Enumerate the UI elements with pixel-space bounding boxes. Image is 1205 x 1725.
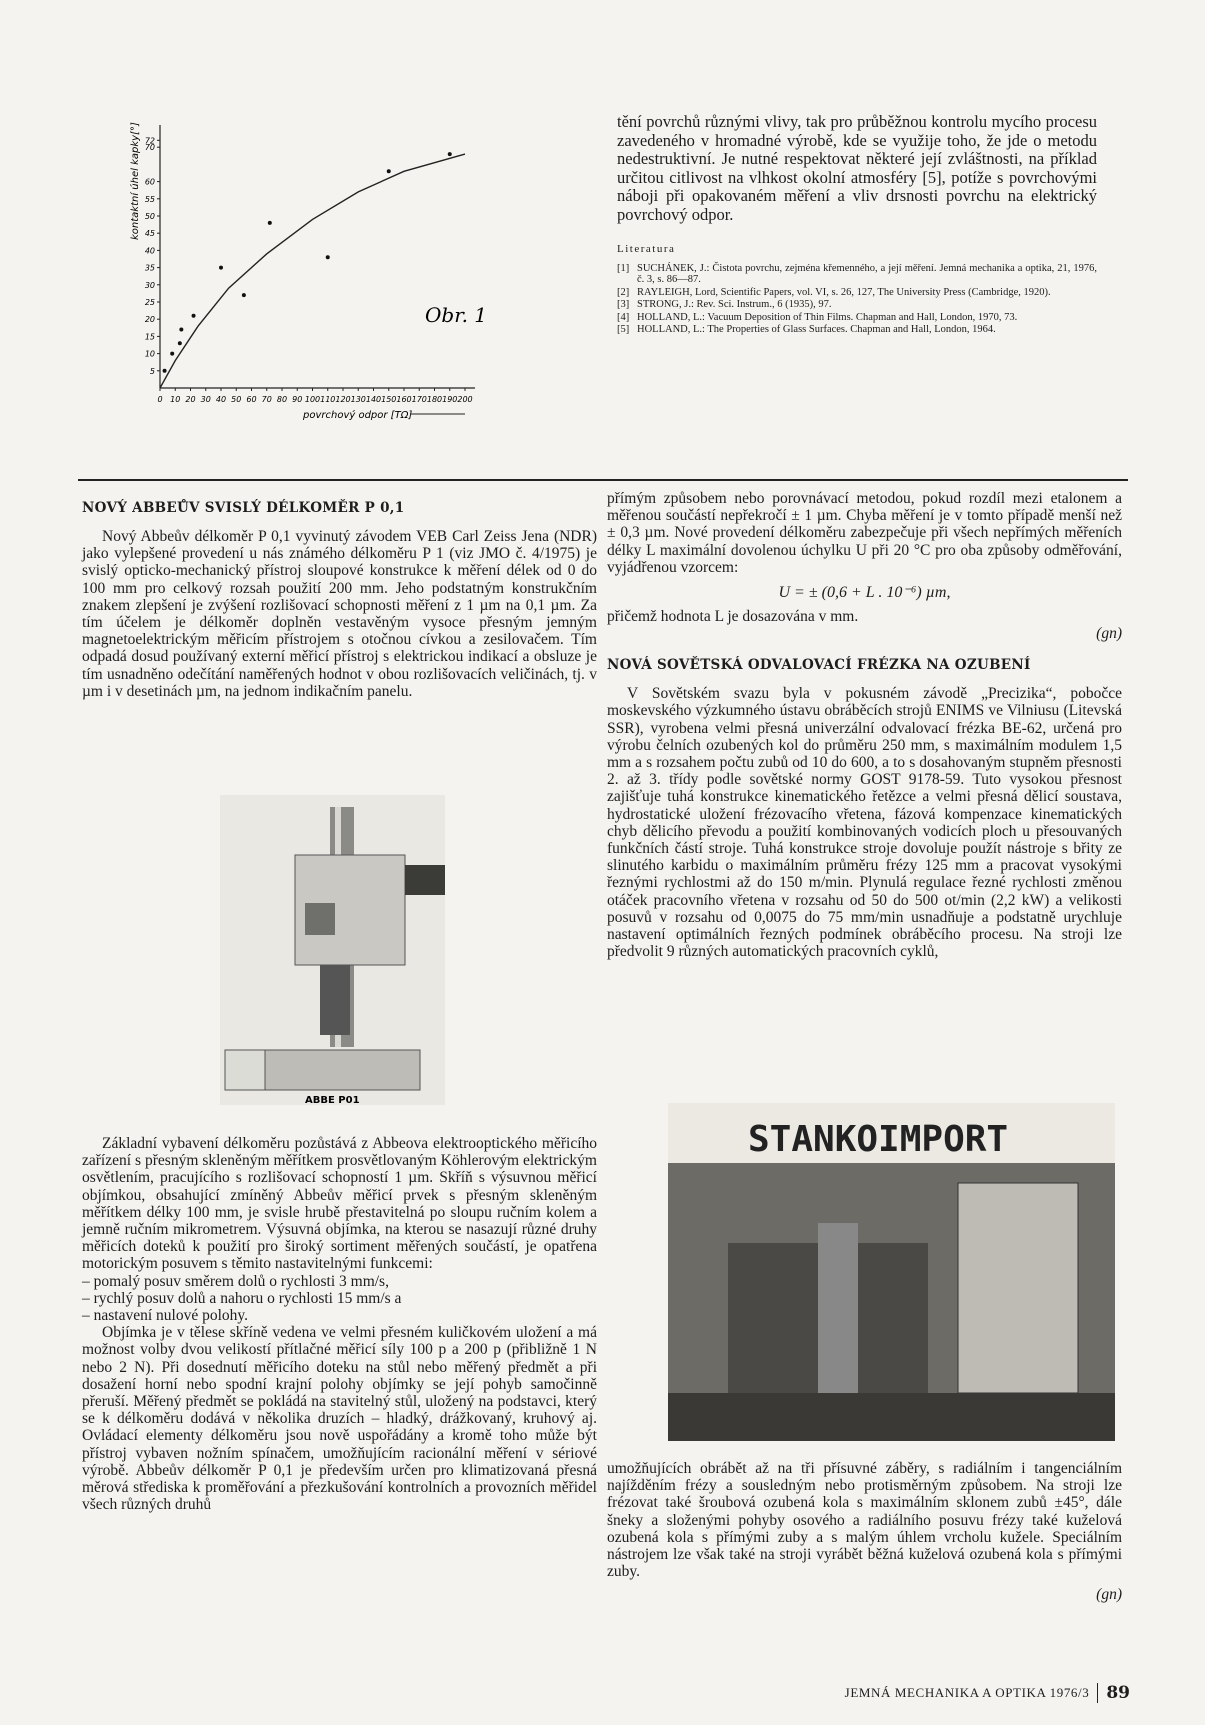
data-point — [179, 328, 183, 332]
reference-item — [617, 263, 1097, 286]
footer-divider — [1097, 1683, 1098, 1703]
x-tick-label: 140 — [365, 395, 382, 404]
chart-points — [163, 152, 452, 373]
references-list — [617, 263, 1097, 336]
y-tick-label: 55 — [144, 194, 155, 204]
data-point — [170, 352, 174, 356]
data-point — [192, 314, 196, 318]
x-tick-label: 160 — [396, 395, 412, 404]
reference-number: [3] — [617, 299, 630, 311]
signature-gn-1: (gn) — [1096, 625, 1122, 643]
stankoimport-label: STANKOIMPORT — [748, 1119, 1009, 1160]
function-list-item: – rychlý posuv dolů a nahoru o rychlosti 15 mm/s a — [82, 1289, 402, 1307]
x-tick-label: 0 — [157, 395, 163, 404]
chart-ticks — [145, 136, 473, 404]
reference-text: HOLLAND, L.: Vacuum Deposition of Thin Films. Chapman and Hall, London, 1970, 73. — [637, 311, 1018, 323]
data-point — [448, 152, 452, 156]
data-point — [387, 169, 391, 173]
y-tick-label: 10 — [144, 349, 155, 359]
reference-number: [5] — [617, 324, 630, 336]
article1-title: NOVÝ ABBEŮV SVISLÝ DÉLKOMĚR P 0,1 — [82, 500, 405, 516]
reference-number: [1] — [617, 262, 630, 274]
y-tick-label: 40 — [144, 246, 155, 256]
reference-text: HOLLAND, L.: The Properties of Glass Surfaces. Chapman and Hall, London, 1964. — [637, 324, 996, 336]
x-tick-label: 190 — [442, 395, 458, 404]
x-tick-label: 50 — [231, 395, 242, 404]
y-tick-label: 25 — [144, 298, 155, 307]
reference-item — [617, 312, 1097, 324]
chart-curve — [160, 154, 465, 388]
right-paragraph-1: přímým způsobem nebo porovnávací metodou, pokud rozdíl mezi etalonem a měřenou součástí nepřekročí ± 1 µm. Chyba měření je v tomto případě menší než ± 0,3 µm. Nové provedení délkoměru zabezpečuje při všech nepřímých měřeních délky L maximální dovolenou úchylku U při 20 °C pro oba způsoby odměřování, vyjádřenou vzorcem: — [607, 490, 1122, 576]
abbe-photo-label: ABBE P01 — [305, 1095, 360, 1105]
abbe-instrument-illustration — [220, 795, 445, 1105]
figure-caption: Obr. 1 — [425, 303, 488, 327]
journal-name: JEMNÁ MECHANIKA A OPTIKA 1976/3 — [844, 1685, 1090, 1700]
reference-item — [617, 324, 1097, 336]
y-tick-label: 70 — [144, 143, 155, 153]
x-tick-label: 20 — [185, 395, 196, 404]
top-divider — [78, 479, 1128, 481]
reference-item — [617, 299, 1097, 311]
reference-text: RAYLEIGH, Lord, Scientific Papers, vol. VI, s. 26, 127, The University Press (Cambridge, 1920). — [637, 286, 1051, 298]
data-point — [163, 369, 167, 373]
y-tick-label: 30 — [144, 280, 155, 290]
reference-number: [2] — [617, 286, 630, 298]
article2-title: NOVÁ SOVĚTSKÁ ODVALOVACÍ FRÉZKA NA OZUBENÍ — [607, 657, 1031, 674]
fit-curve — [160, 154, 465, 388]
right-column — [607, 490, 1122, 960]
chart-ylabel: kontaktní úhel kapky[°] — [130, 122, 141, 240]
article1-paragraph-2: Základní vybavení délkoměru pozůstává z Abbeova elektrooptického měřicího zařízení s přesným skleněným měřítkem prosvětlovaným Köhlerovým elektrickým osvětlením, pracujícího s rozlišovací schopností 1 µm. Skříň s výsuvnou měřicí objímkou, obsahující zmíněný Abbeův měřicí prvek s přesným skleněným měřítkem délky 100 mm, je svisle hrubě přestavitelná po sloupu ručním kolem a jemně ručním mikrometrem. Výsuvná objímka, na kterou se nasazují různé druhy měřicích doteků k použití pro široký sortiment měřených součástí, je opatřena motorickým posuvem s těmito nastavitelnými funkcemi: — [82, 1135, 597, 1273]
left-column — [82, 500, 597, 700]
y-tick-label: 20 — [144, 315, 155, 325]
reference-item — [617, 287, 1097, 299]
data-point — [178, 341, 182, 345]
y-tick-label: 60 — [144, 177, 155, 187]
y-tick-label: 72 — [144, 136, 155, 146]
stankoimport-photo — [668, 1103, 1115, 1441]
data-point — [268, 221, 272, 225]
y-tick-label: 5 — [149, 366, 155, 376]
chart-xlabel: povrchový odpor [TΩ] — [303, 410, 413, 421]
x-tick-label: 40 — [215, 395, 227, 404]
y-tick-label: 45 — [144, 229, 155, 239]
data-point — [242, 293, 246, 297]
x-tick-label: 110 — [320, 395, 336, 404]
references-title: Literatura — [617, 242, 676, 255]
article2-paragraph-2: umožňujících obrábět až na tři přísuvné záběry, s radiálním i tangenciálním najížděním frézy a sousledným nebo protisměrným způsobem. Na stroji lze frézovat také šroubová ozubená kola s maximálním sklonem zubů ±45°, dále šneky a složenými pohyby osového a radiálního posuvu frézy také kuželová ozubená kola s přímými zuby a s malým úhlem vrcholu kužele. Speciálním nástrojem lze však také na stroji vyrábět běžná kuželová ozubená kola s přímými zuby. — [607, 1460, 1122, 1581]
x-tick-label: 150 — [381, 395, 397, 404]
x-tick-label: 130 — [350, 395, 366, 404]
page-footer — [790, 1683, 1130, 1703]
left-column-lower — [82, 1135, 597, 1513]
reference-text: SUCHÁNEK, J.: Čistota povrchu, zejména křemenného, a její měření. Jemná mechanika a optika, 21, 1976, č. 3, s. 86—87. — [637, 262, 1097, 286]
x-tick-label: 60 — [246, 395, 257, 404]
article1-function-list — [82, 1273, 597, 1325]
x-tick-label: 100 — [304, 395, 321, 404]
x-tick-label: 200 — [457, 395, 473, 404]
signature-gn-2: (gn) — [1096, 1586, 1122, 1604]
figure-chart — [120, 110, 540, 450]
article2-paragraph-1: V Sovětském svazu byla v pokusném závodě „Precizika“, pobočce moskevského výzkumného ústavu obráběcích strojů ENIMS ve Vilniusu (Litevská SSR), vyrobena velmi přesná univerzální odvalovací frézka BE-62, určená pro výrobu čelních ozubených kol do průměru 250 mm, s maximálním modulem 1,5 mm a s rozsahem počtu zubů od 10 do 600, a to s dosahovaným stupněm přesnosti 2. až 3. třídy podle sovětské normy GOST 9178-59. Tuto vysokou přesnost zajišťuje tuhá konstrukce kinematického řetězce a velmi přesná dělicí soustava, hydrostatické uložení frézovacího vřetena, fázová kompenzace kinematických chyb dělicího převodu a použití kombinovaných vodicích ploch u přesouvaných funkčních částí stroje. Tuhá konstrukce stroje dovoluje použít nástroje s břity ze slinutého karbidu o maximálním průměru frézy 125 mm a pracovat vysokými řeznými rychlostmi až do 150 m/min. Plynulá regulace řezné rychlosti změnou otáček pracovního vřetena v rozsahu od 50 do 500 ot/min (2,2 kW) a velikosti posuvů v rozsahu od 0,0075 do 75 mm/min usnadňuje a podstatně urychluje nastavení optimálních řezných podmínek obráběcího procesu. Na stroji lze předvolit 9 různých automatických pracovních cyklů, — [607, 685, 1122, 961]
right-column-lower — [607, 1460, 1122, 1604]
abbe-photo — [220, 795, 445, 1105]
reference-text: STRONG, J.: Rev. Sci. Instrum., 6 (1935), 97. — [637, 299, 832, 311]
y-tick-label: 50 — [144, 212, 155, 221]
x-tick-label: 180 — [426, 395, 443, 404]
function-list-item: – pomalý posuv směrem dolů o rychlosti 3 mm/s, — [82, 1272, 389, 1290]
y-tick-label: 35 — [144, 263, 155, 273]
y-tick-label: 15 — [144, 332, 155, 342]
function-list-item: – nastavení nulové polohy. — [82, 1307, 249, 1325]
article1-paragraph-1: Nový Abbeův délkoměr P 0,1 vyvinutý závodem VEB Carl Zeiss Jena (NDR) jako vylepšené provedení u nás známého délkoměru P 1 (viz JMO č. 4/1975) je svislý opticko-mechanický přístroj sloupové konstrukce k měření délek od 0 do 100 mm pro celkový rozsah použití 200 mm. Jeho podstatným konstrukčním znakem zlepšení je zvýšení rozlišovací schopnosti měření z 1 µm na 0,1 µm. Za tím účelem je délkoměr doplněn vestavěným vysoce přesným jemným magnetoelektrickým měřicím přístrojem s otočnou cívkou a zesilovačem. Tím odpadá dosud používaný externí měřicí přístroj s elektrickou indikací a obsluze je tím usnadněno odečítání naměřených hodnot v obou rozlišovacích veličinách, tj. v µm i v desetinách µm, na jednom indikačním panelu. — [82, 528, 597, 700]
x-tick-label: 80 — [276, 395, 288, 404]
data-point — [219, 266, 223, 270]
x-tick-label: 120 — [335, 395, 351, 404]
x-tick-label: 30 — [200, 395, 211, 404]
x-tick-label: 90 — [292, 395, 303, 404]
reference-number: [4] — [617, 311, 630, 323]
x-tick-label: 170 — [411, 395, 427, 404]
intro-paragraph: tění povrchů různými vlivy, tak pro průběžnou kontrolu mycího procesu zavedeného v hromadné výrobě, kde se využije toho, že jde o metodu nedestruktivní. Je nutné respektovat některé její zvláštnosti, na příklad určitou citlivost na vlhkost okolní atmosféry [5], potíže s povrchovými náboji při opakovaném měření a vliv drsnosti povrchu na elektrický povrchový odpor. — [617, 112, 1097, 224]
x-tick-label: 10 — [170, 395, 181, 404]
data-point — [326, 255, 330, 259]
right-paragraph-2: přičemž hodnota L je dosazována v mm. — [607, 608, 859, 626]
formula: U = ± (0,6 + L . 10⁻⁶) µm, — [778, 584, 951, 602]
page-number: 89 — [1106, 1683, 1130, 1703]
x-tick-label: 70 — [261, 395, 272, 404]
machine-illustration — [668, 1103, 1115, 1441]
article1-paragraph-3: Objímka je v tělese skříně vedena ve velmi přesném kuličkovém uložení a má možnost volby dvou velikostí přítlačné měřicí síly 100 p a 200 p (přibližně 1 N nebo 2 N). Při dosednutí měřicího doteku na stůl nebo měřený předmět a při dosažení horní nebo spodní krajní polohy objímky se její pohyb samočinně přeruší. Měřený předmět se pokládá na stavitelný stůl, uložený na podstavci, který se k délkoměru dodává v několika druzích – hladký, drážkovaný, kruhový aj. Ovládací elementy délkoměru jsou nově uspořádány a kromě toho může být přístroj vybaven nožním spínačem, umožňujícím racionální měření v sériové výrobě. Abbeův délkoměr P 0,1 je především určen pro klimatizovaná přesná měrová střediska k proměřování a přezkušování kontrolních a provozních měřidel všech různých druhů — [82, 1324, 597, 1514]
top-right-block — [617, 113, 1097, 337]
